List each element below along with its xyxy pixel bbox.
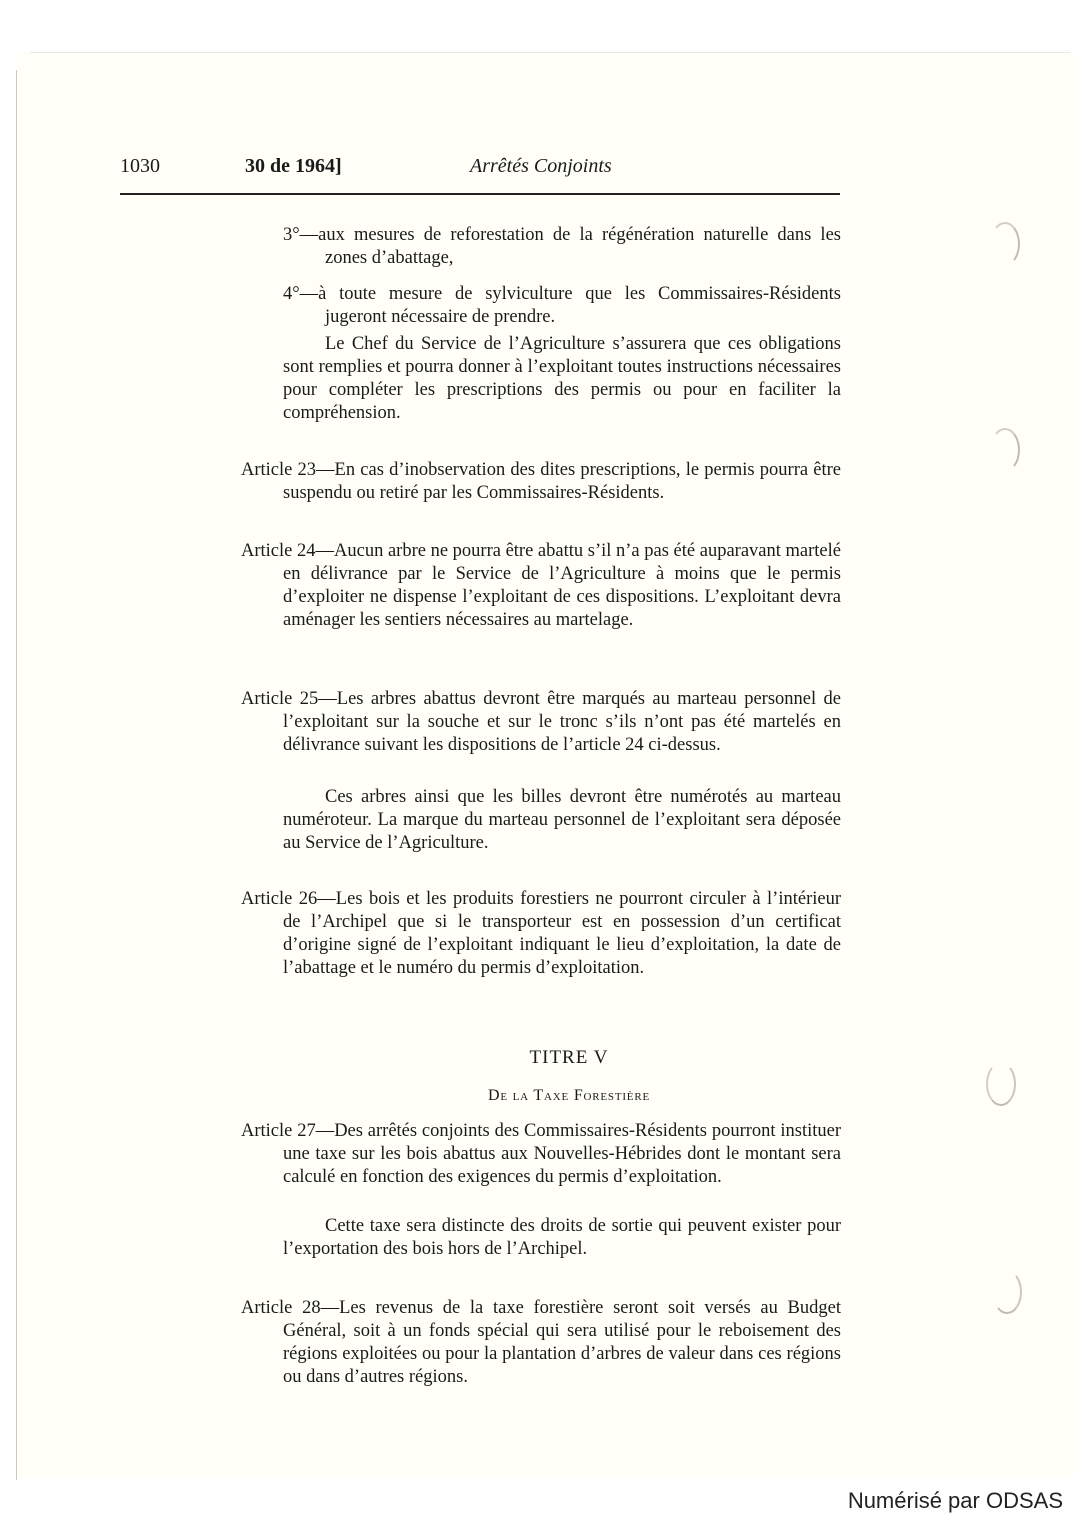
article-25-paragraph-2: Ces arbres ainsi que les billes devront être numérotés au marteau numéroteur. La marque du marteau personnel de l’exploitant sera déposée au Service de l’Agriculture. — [283, 787, 841, 853]
binder-hole-mark — [986, 1062, 1016, 1106]
list-item-3: 3°—aux mesures de reforestation de la régénération naturelle dans les zones d’abattage, — [283, 225, 841, 268]
binder-hole-mark — [990, 428, 1020, 472]
article-23: Article 23—En cas d’inobservation des dites prescriptions, le permis pourra être suspendu ou retiré par les Commissaires-Résidents. — [241, 460, 841, 503]
titre-heading: TITRE V — [529, 1047, 609, 1068]
binder-hole-mark — [992, 1270, 1022, 1314]
article-25: Article 25—Les arbres abattus devront être marqués au marteau personnel de l’exploitant sur la souche et sur le tronc s’ils n’ont pas été martelés en délivrance suivant les dispositions de l’article 24 ci-dessus. — [241, 689, 841, 755]
page-left-edge — [16, 70, 17, 1480]
article-24: Article 24—Aucun arbre ne pourra être abattu s’il n’a pas été auparavant martelé en délivrance par le Service de l’Agriculture à moins que le permis d’exploiter ne dispense l’exploitant de ces dispositions. L’exploitant devra aménager les sentiers nécessaires au martelage. — [241, 541, 841, 630]
year-reference: 30 de 1964] — [245, 155, 342, 177]
chef-paragraph: Le Chef du Service de l’Agriculture s’assurera que ces obligations sont remplies et pourra donner à l’exploitant toutes instructions nécessaires pour compléter les prescriptions des permis ou pour en faciliter la compréhension. — [283, 334, 841, 423]
list-item-4: 4°—à toute mesure de sylviculture que les Commissaires-Résidents jugeront nécessaire de prendre. — [283, 284, 841, 327]
article-27: Article 27—Des arrêtés conjoints des Commissaires-Résidents pourront instituer une taxe sur les bois abattus aux Nouvelles-Hébrides dont le montant sera calculé en fonction des exigences du permis d’exploitation. — [241, 1121, 841, 1187]
page-top-edge — [30, 52, 1070, 53]
header-title: Arrêtés Conjoints — [470, 155, 612, 177]
article-28: Article 28—Les revenus de la taxe forestière seront soit versés au Budget Général, soit à un fonds spécial qui sera utilisé pour le reboisement des régions exploitées ou pour la plantation d’arbres de valeur dans ces régions ou dans d’autres régions. — [241, 1298, 841, 1387]
page-number: 1030 — [120, 155, 160, 177]
digitization-credit: Numérisé par ODSAS — [847, 1488, 1063, 1513]
running-header — [120, 155, 840, 185]
article-26: Article 26—Les bois et les produits forestiers ne pourront circuler à l’intérieur de l’Archipel que si le transporteur est en possession d’un certificat d’origine signé de l’exploitant indiquant le lieu d’exploitation, la date de l’abattage et le numéro du permis d’exploitation. — [241, 889, 841, 978]
titre-subheading: De la Taxe Forestière — [487, 1087, 650, 1104]
binder-hole-mark — [990, 222, 1020, 266]
article-27-paragraph-2: Cette taxe sera distincte des droits de sortie qui peuvent exister pour l’exportation des bois hors de l’Archipel. — [283, 1216, 841, 1259]
header-rule — [120, 193, 840, 195]
